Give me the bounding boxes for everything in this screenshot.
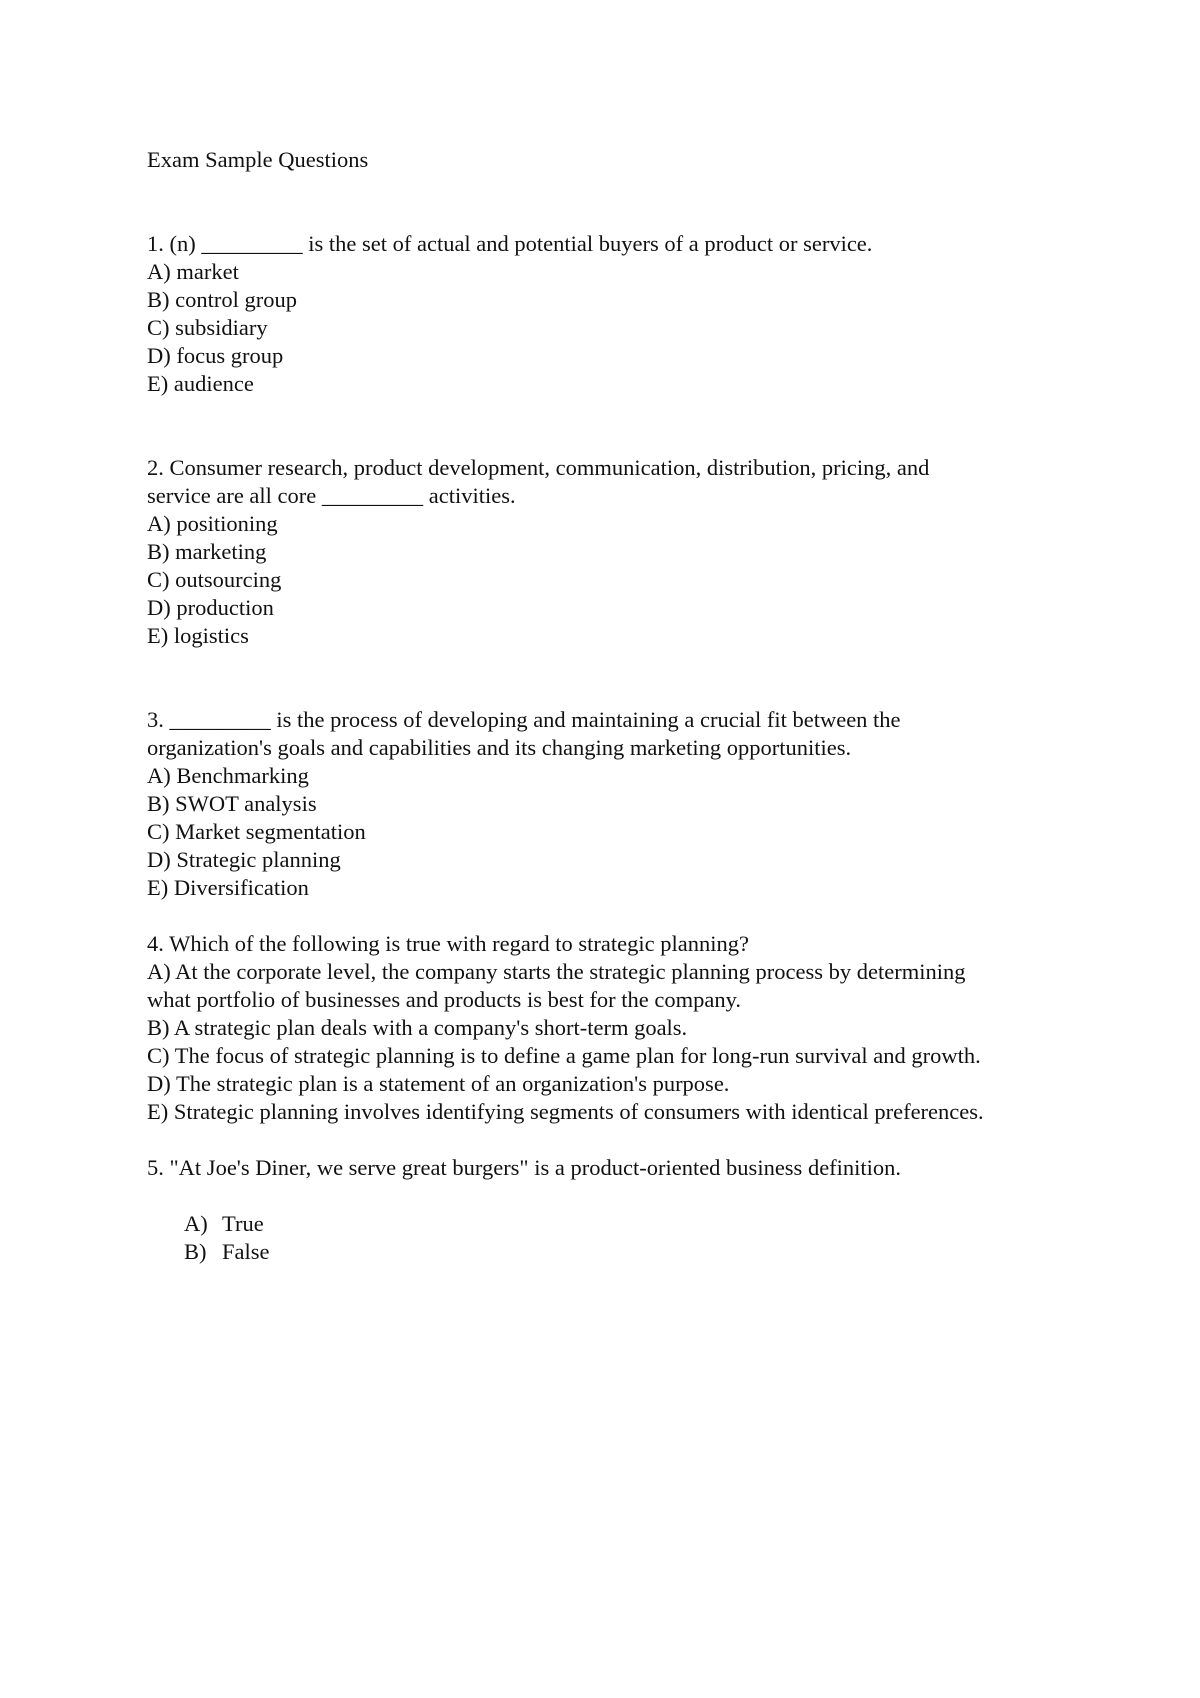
- question-2-stem-line-2: service are all core _________ activities.: [147, 483, 516, 508]
- question-1-option-b: B) control group: [147, 287, 297, 312]
- question-1-option-e: E) audience: [147, 371, 254, 396]
- question-1-stem: 1. (n) _________ is the set of actual and potential buyers of a product or service.: [147, 231, 873, 256]
- question-2-option-e: E) logistics: [147, 623, 249, 648]
- question-4-stem: 4. Which of the following is true with regard to strategic planning?: [147, 931, 749, 956]
- question-4-option-d: D) The strategic plan is a statement of an organization's purpose.: [147, 1071, 730, 1096]
- question-4: [147, 930, 1097, 1126]
- question-5-stem: 5. "At Joe's Diner, we serve great burgers" is a product-oriented business definition.: [147, 1155, 902, 1180]
- question-1-option-a: A) market: [147, 259, 239, 284]
- question-2-option-c: C) outsourcing: [147, 567, 282, 592]
- question-1-option-d: D) focus group: [147, 343, 284, 368]
- option-text: False: [222, 1239, 270, 1264]
- question-4-option-b: B) A strategic plan deals with a company's short-term goals.: [147, 1015, 688, 1040]
- question-2: [147, 454, 1097, 650]
- question-5: [147, 1154, 1097, 1266]
- question-4-option-a-line-1: A) At the corporate level, the company starts the strategic planning process by determining: [147, 959, 966, 984]
- question-1-option-c: C) subsidiary: [147, 315, 268, 340]
- question-5-option-b: [184, 1238, 1097, 1266]
- question-3-option-a: A) Benchmarking: [147, 763, 309, 788]
- question-1: [147, 230, 1097, 398]
- question-3-stem-line-2: organization's goals and capabilities and its changing marketing opportunities.: [147, 735, 852, 760]
- question-3-option-b: B) SWOT analysis: [147, 791, 317, 816]
- question-2-stem-line-1: 2. Consumer research, product development, communication, distribution, pricing, and: [147, 455, 930, 480]
- question-5-option-a: [184, 1210, 1097, 1238]
- question-4-option-c: C) The focus of strategic planning is to define a game plan for long-run survival and growth.: [147, 1043, 981, 1068]
- question-4-option-e: E) Strategic planning involves identifying segments of consumers with identical preferences.: [147, 1099, 984, 1124]
- question-3: [147, 706, 1097, 902]
- question-4-option-a-line-2: what portfolio of businesses and products is best for the company.: [147, 987, 742, 1012]
- question-3-option-e: E) Diversification: [147, 875, 309, 900]
- question-3-stem-line-1: 3. _________ is the process of developing and maintaining a crucial fit between the: [147, 707, 901, 732]
- option-letter: B): [184, 1239, 207, 1264]
- question-3-option-c: C) Market segmentation: [147, 819, 366, 844]
- option-letter: A): [184, 1211, 208, 1236]
- question-2-option-a: A) positioning: [147, 511, 278, 536]
- question-3-option-d: D) Strategic planning: [147, 847, 341, 872]
- exam-content: [147, 146, 1097, 1266]
- option-text: True: [222, 1211, 264, 1236]
- question-5-options: [147, 1210, 1097, 1266]
- question-2-option-b: B) marketing: [147, 539, 267, 564]
- page-title: Exam Sample Questions: [147, 147, 369, 172]
- question-2-option-d: D) production: [147, 595, 274, 620]
